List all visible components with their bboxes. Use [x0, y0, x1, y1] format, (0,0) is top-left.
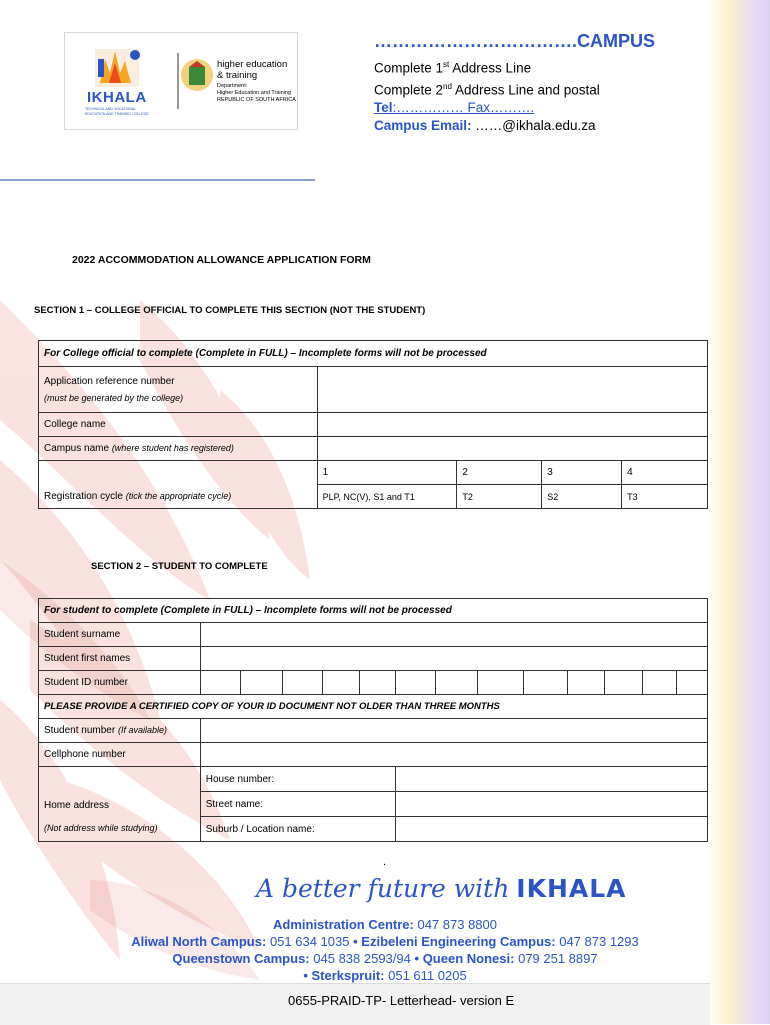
application-reference-label-text: Application reference number — [44, 376, 175, 387]
id-digit-box[interactable] — [676, 671, 707, 695]
suburb-field[interactable] — [396, 817, 708, 842]
ezibeleni-label: Ezibeleni Engineering Campus: — [361, 934, 556, 949]
section-2-table — [38, 598, 708, 842]
separator-dot: • — [353, 934, 358, 949]
form-title: 2022 ACCOMMODATION ALLOWANCE APPLICATION FORM — [72, 254, 371, 266]
version-bar — [0, 983, 710, 1025]
queenstown-label: Queenstown Campus: — [172, 951, 310, 966]
admin-centre-phone: 047 873 8800 — [417, 917, 497, 932]
queen-nonesi-phone: 079 251 8897 — [518, 951, 598, 966]
tel-label: Tel — [374, 100, 393, 115]
campus-email-value: ……@ikhala.edu.za — [471, 118, 596, 133]
footer-contacts — [60, 916, 710, 984]
slogan-script: A better future with — [256, 874, 510, 903]
id-digit-box[interactable] — [478, 671, 524, 695]
house-number-field[interactable] — [396, 767, 708, 792]
footer-line-4 — [60, 967, 710, 984]
student-id-label: Student ID number — [39, 671, 201, 695]
cycle-4-number[interactable]: 4 — [622, 461, 708, 485]
college-logo-name: IKHALA — [87, 89, 147, 106]
campus-name: …………………………….CAMPUS — [374, 31, 656, 51]
department-line-3: REPUBLIC OF SOUTH AFRICA — [217, 97, 296, 103]
address-line-1: Complete 1st Address Line — [374, 60, 532, 76]
college-logo-subtitle-1: TECHNICAL AND VOCATIONAL — [85, 107, 137, 111]
section-2-table-header: For student to complete (Complete in FULL) – Incomplete forms will not be processed — [39, 599, 708, 623]
id-digit-box[interactable] — [396, 671, 436, 695]
campus-name-label-text: Campus name — [44, 443, 110, 454]
cycle-3-number[interactable]: 3 — [542, 461, 622, 485]
id-digit-box[interactable] — [568, 671, 605, 695]
department-title-2: & training — [217, 70, 258, 81]
registration-cycle-label-text: Registration cycle — [44, 491, 123, 502]
house-number-label: House number: — [200, 767, 396, 792]
id-digit-box[interactable] — [282, 671, 322, 695]
campus-header — [374, 30, 655, 135]
student-surname-field[interactable] — [200, 623, 707, 647]
campus-email-label: Campus Email: — [374, 118, 472, 133]
student-number-label-text: Student number — [44, 725, 116, 736]
separator-dot: • — [414, 951, 420, 966]
cycle-1-number[interactable]: 1 — [317, 461, 457, 485]
cycle-2-name[interactable]: T2 — [457, 485, 542, 509]
id-digit-box[interactable] — [524, 671, 568, 695]
footer-line-1 — [60, 916, 710, 933]
slogan — [256, 874, 627, 904]
college-name-field[interactable] — [317, 413, 707, 437]
cycle-4-name[interactable]: T3 — [622, 485, 708, 509]
id-copy-notice: PLEASE PROVIDE A CERTIFIED COPY OF YOUR ID DOCUMENT NOT OLDER THAN THREE MONTHS — [39, 695, 708, 719]
sterkspruit-label: Sterkspruit: — [311, 968, 385, 983]
cellphone-label: Cellphone number — [39, 743, 201, 767]
id-digit-box[interactable] — [200, 671, 240, 695]
sterkspruit-phone: 051 611 0205 — [388, 968, 467, 983]
department-line-2: Higher Education and Training — [217, 90, 291, 96]
student-surname-label: Student surname — [39, 623, 201, 647]
department-line-1: Department: — [217, 83, 248, 89]
college-logo-subtitle-2: EDUCATION AND TRAINING COLLEGE — [85, 112, 149, 116]
college-logo — [64, 32, 298, 130]
version-text: 0655-PRAID-TP- Letterhead- version E — [288, 993, 515, 1008]
queen-nonesi-label: Queen Nonesi: — [422, 951, 515, 966]
admin-centre-label: Administration Centre: — [273, 917, 414, 932]
section-1-table — [38, 340, 708, 509]
id-digit-box[interactable] — [643, 671, 677, 695]
stray-dot: . — [383, 856, 387, 868]
street-name-label: Street name: — [200, 792, 396, 817]
decorative-side-bar — [708, 0, 770, 1024]
id-digit-box[interactable] — [359, 671, 396, 695]
campus-name-field[interactable] — [317, 437, 707, 461]
suburb-label: Suburb / Location name: — [200, 817, 396, 842]
section-1-title: SECTION 1 – COLLEGE OFFICIAL TO COMPLETE THIS SECTION (NOT THE STUDENT) — [34, 305, 426, 316]
aliwal-north-phone: 051 634 1035 — [269, 934, 350, 949]
student-first-names-field[interactable] — [200, 647, 707, 671]
address-line-2: Complete 2nd Address Line and postal — [374, 81, 600, 97]
cycle-2-number[interactable]: 2 — [457, 461, 542, 485]
id-digit-box[interactable] — [436, 671, 478, 695]
cellphone-field[interactable] — [200, 743, 707, 767]
ezibeleni-phone: 047 873 1293 — [559, 934, 639, 949]
cycle-1-name[interactable]: PLP, NC(V), S1 and T1 — [317, 485, 457, 509]
home-address-label — [39, 767, 201, 842]
campus-email-line — [374, 117, 655, 135]
aliwal-north-label: Aliwal North Campus: — [131, 934, 267, 949]
id-digit-box[interactable] — [240, 671, 282, 695]
slogan-brand: IKHALA — [516, 874, 627, 903]
registration-cycle-note: (tick the appropriate cycle) — [125, 491, 232, 501]
id-digit-box[interactable] — [322, 671, 359, 695]
registration-cycle-label — [39, 461, 318, 509]
street-name-field[interactable] — [396, 792, 708, 817]
department-title-1: higher education — [217, 59, 288, 70]
footer-line-3 — [60, 950, 710, 967]
header-divider — [0, 179, 315, 181]
separator-dot: • — [303, 968, 308, 983]
campus-name-note: (where student has registered) — [111, 443, 234, 453]
id-digit-box[interactable] — [605, 671, 643, 695]
campus-name-label — [39, 437, 318, 461]
tel-fax-line — [374, 99, 655, 117]
college-name-label: College name — [39, 413, 318, 437]
application-reference-field[interactable] — [317, 367, 707, 413]
application-reference-note: (must be generated by the college) — [44, 393, 184, 403]
application-reference-label — [39, 367, 318, 413]
cycle-3-name[interactable]: S2 — [542, 485, 622, 509]
student-number-label — [39, 719, 201, 743]
student-number-note: (If available) — [117, 725, 167, 735]
tel-fax-value: :…………… Fax………. — [392, 100, 535, 115]
section-2-title: SECTION 2 – STUDENT TO COMPLETE — [91, 561, 268, 572]
home-address-label-text: Home address — [44, 800, 110, 811]
section-1-table-header: For College official to complete (Complete in FULL) – Incomplete forms will not be processed — [39, 341, 708, 367]
footer-line-2 — [60, 933, 710, 950]
student-first-names-label: Student first names — [39, 647, 201, 671]
student-number-field[interactable] — [200, 719, 707, 743]
home-address-note: (Not address while studying) — [44, 823, 158, 833]
queenstown-phone: 045 838 2593/94 — [313, 951, 411, 966]
